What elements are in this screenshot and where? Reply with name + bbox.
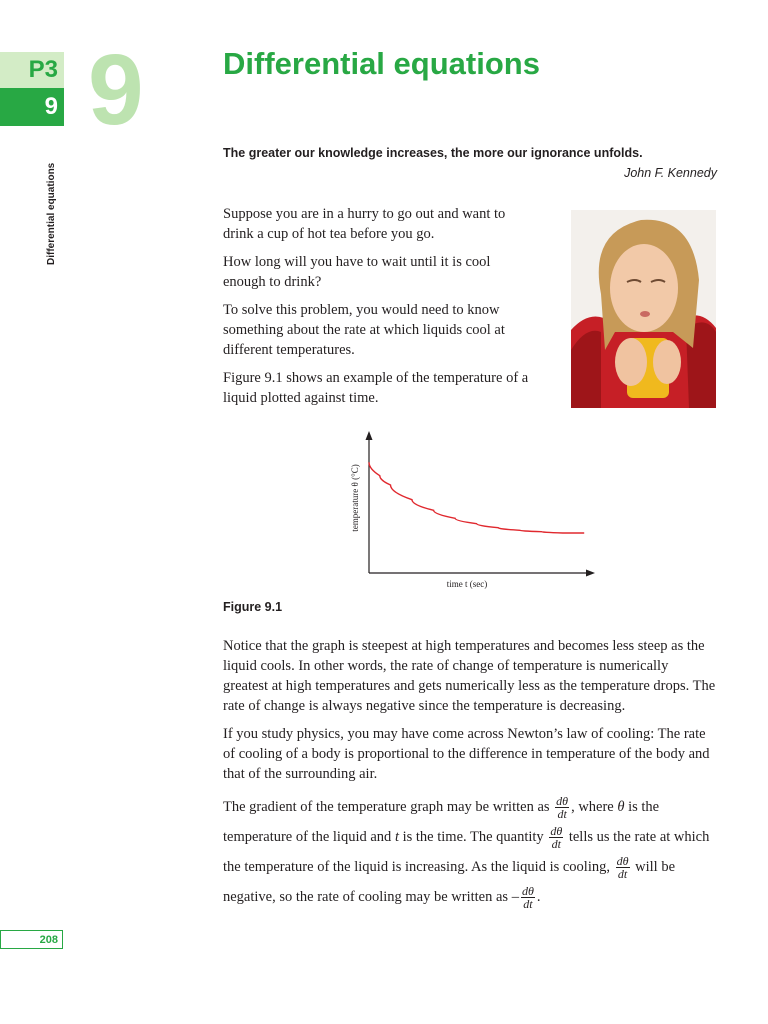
chapter-title: Differential equations xyxy=(223,46,540,81)
chapter-number-label: 9 xyxy=(0,88,64,126)
y-axis-arrow xyxy=(366,431,373,440)
body-text xyxy=(223,636,717,920)
level-label: P3 xyxy=(0,52,64,88)
intro-paragraph: To solve this problem, you would need to know something about the rate at which liquids cool at different temperatures. xyxy=(223,302,505,358)
gradient-paragraph: The gradient of the temperature graph may be written as $\frac{d\theta}{dt}$ , where θ is the temperature of the liquid and t is the time. The quantity $\frac{d\theta}{dt}$ tells us the rate at which the temperature of the liquid is increasing. As the liquid is cooling, $\frac{d\theta}{dt}$ will be negative, so the rate of cooling may be written as – $\frac{d\theta}{dt}$ . xyxy=(223,794,710,912)
dtheta-dt-fraction: $\frac{d\theta}{dt}$ xyxy=(556,794,569,822)
temperature-time-chart xyxy=(344,426,604,596)
t-symbol: t xyxy=(394,829,399,845)
chapter-tab xyxy=(0,52,64,126)
intro-paragraph: Suppose you are in a hurry to go out and want to drink a cup of hot tea before you go. xyxy=(223,206,506,242)
cooling-curve-series-0 xyxy=(369,462,584,533)
intro-paragraph: How long will you have to wait until it is cool enough to drink? xyxy=(223,254,491,290)
theta-symbol: θ xyxy=(617,799,625,815)
body-paragraph: If you study physics, you may have come across Newton’s law of cooling: The rate of cooling of a body is proportional to the difference in temperature of the body and that of the surrounding air. xyxy=(223,726,710,782)
side-running-head: Differential equations xyxy=(46,162,57,265)
dtheta-dt-fraction: $\frac{d\theta}{dt}$ xyxy=(616,854,629,882)
x-axis-label: time t (sec) xyxy=(446,579,488,589)
y-axis-label: temperature θ (°C) xyxy=(350,464,360,532)
woman-drinking-tea-photo xyxy=(571,210,716,408)
x-axis-arrow xyxy=(586,570,595,577)
dtheta-dt-fraction: $\frac{d\theta}{dt}$ xyxy=(550,824,563,852)
intro-text xyxy=(223,204,533,416)
figure-caption: Figure 9.1 xyxy=(223,600,283,614)
epigraph-quote: The greater our knowledge increases, the more our ignorance unfolds. xyxy=(223,146,643,160)
dtheta-dt-fraction: $\frac{d\theta}{dt}$ xyxy=(521,884,534,912)
body-paragraph: Notice that the graph is steepest at high temperatures and becomes less steep as the liquid cools. In other words, the rate of change of temperature is numerically greatest at high temperatures and gets numerically less as the temperature drops. The rate of change is always negative since the temperature is decreasing. xyxy=(223,638,716,714)
epigraph-author: John F. Kennedy xyxy=(624,166,717,180)
page-number: 208 xyxy=(0,930,63,949)
chapter-big-number: 9 xyxy=(88,34,144,146)
intro-paragraph: Figure 9.1 shows an example of the temperature of a liquid plotted against time. xyxy=(223,370,529,406)
